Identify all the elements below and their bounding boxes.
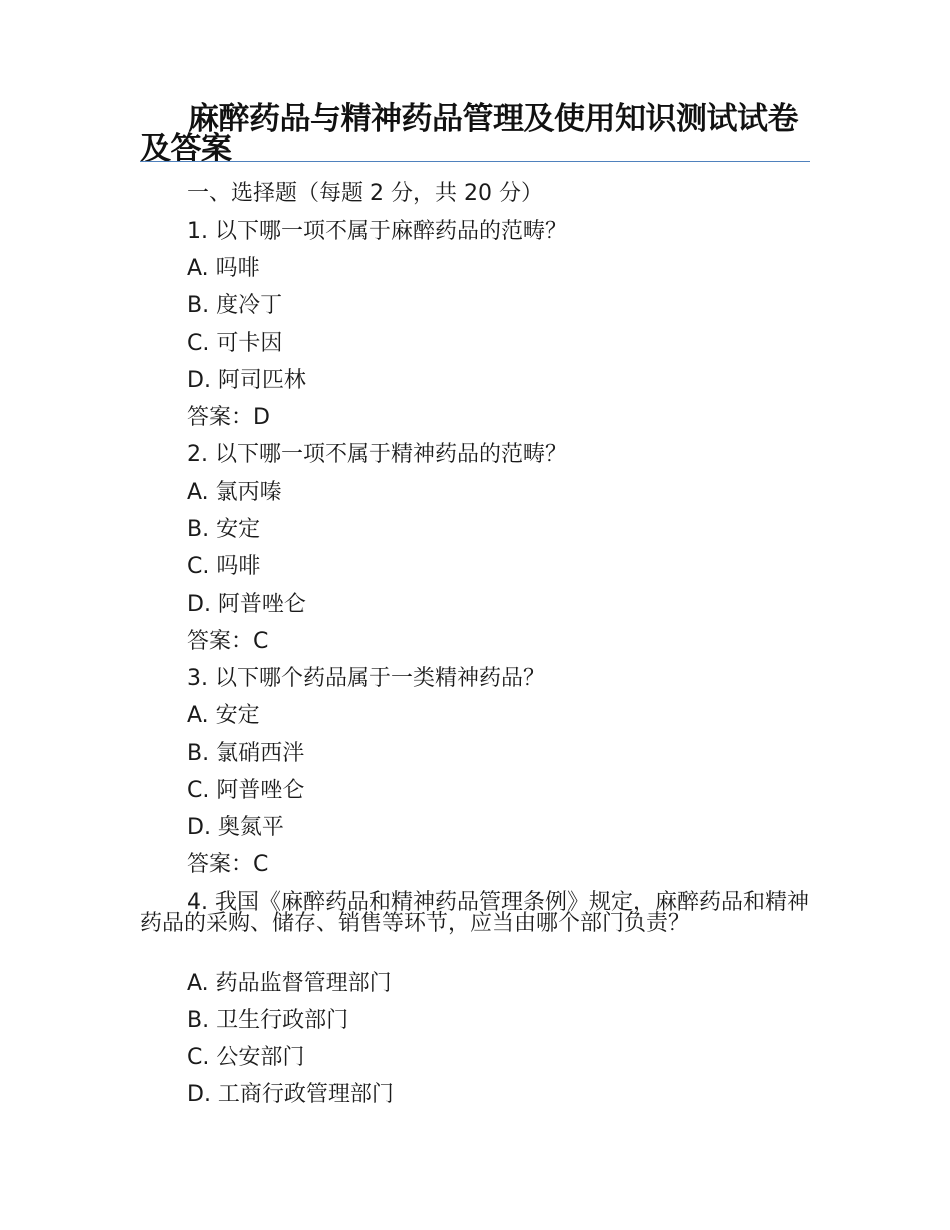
question-3-answer: 答案：C [187, 852, 269, 877]
title-underline [140, 161, 810, 162]
question-4-option-d: D. 工商行政管理部门 [187, 1082, 394, 1107]
question-3-option-a: A. 安定 [187, 703, 260, 728]
question-2-answer: 答案：C [187, 629, 269, 654]
question-2-option-b: B. 安定 [187, 517, 261, 542]
question-3-stem: 3. 以下哪个药品属于一类精神药品？ [187, 666, 545, 691]
question-4-option-a: A. 药品监督管理部门 [187, 971, 392, 996]
question-3-option-b: B. 氯硝西泮 [187, 741, 305, 766]
question-4-option-b: B. 卫生行政部门 [187, 1008, 349, 1033]
section-heading: 一、选择题（每题 2 分，共 20 分） [187, 181, 543, 206]
question-3-option-c: C. 阿普唑仑 [187, 778, 305, 803]
question-1-option-d: D. 阿司匹林 [187, 368, 306, 393]
question-2-stem: 2. 以下哪一项不属于精神药品的范畴？ [187, 442, 567, 467]
question-1-stem: 1. 以下哪一项不属于麻醉药品的范畴？ [187, 219, 567, 244]
question-2-option-c: C. 吗啡 [187, 554, 261, 579]
question-1-option-b: B. 度冷丁 [187, 293, 283, 318]
question-2-option-d: D. 阿普唑仑 [187, 592, 306, 617]
question-1-option-a: A. 吗啡 [187, 256, 260, 281]
question-1-option-c: C. 可卡因 [187, 331, 283, 356]
question-4-option-c: C. 公安部门 [187, 1045, 305, 1070]
document-title: 麻醉药品与精神药品管理及使用知识测试试卷及答案 [140, 101, 798, 167]
question-1-answer: 答案：D [187, 405, 270, 430]
question-4-stem: 4. 我国《麻醉药品和精神药品管理条例》规定，麻醉药品和精神药品的采购、储存、销售等环节，应当由哪个部门负责？ [140, 890, 809, 936]
question-2-option-a: A. 氯丙嗪 [187, 480, 282, 505]
question-3-option-d: D. 奥氮平 [187, 815, 284, 840]
